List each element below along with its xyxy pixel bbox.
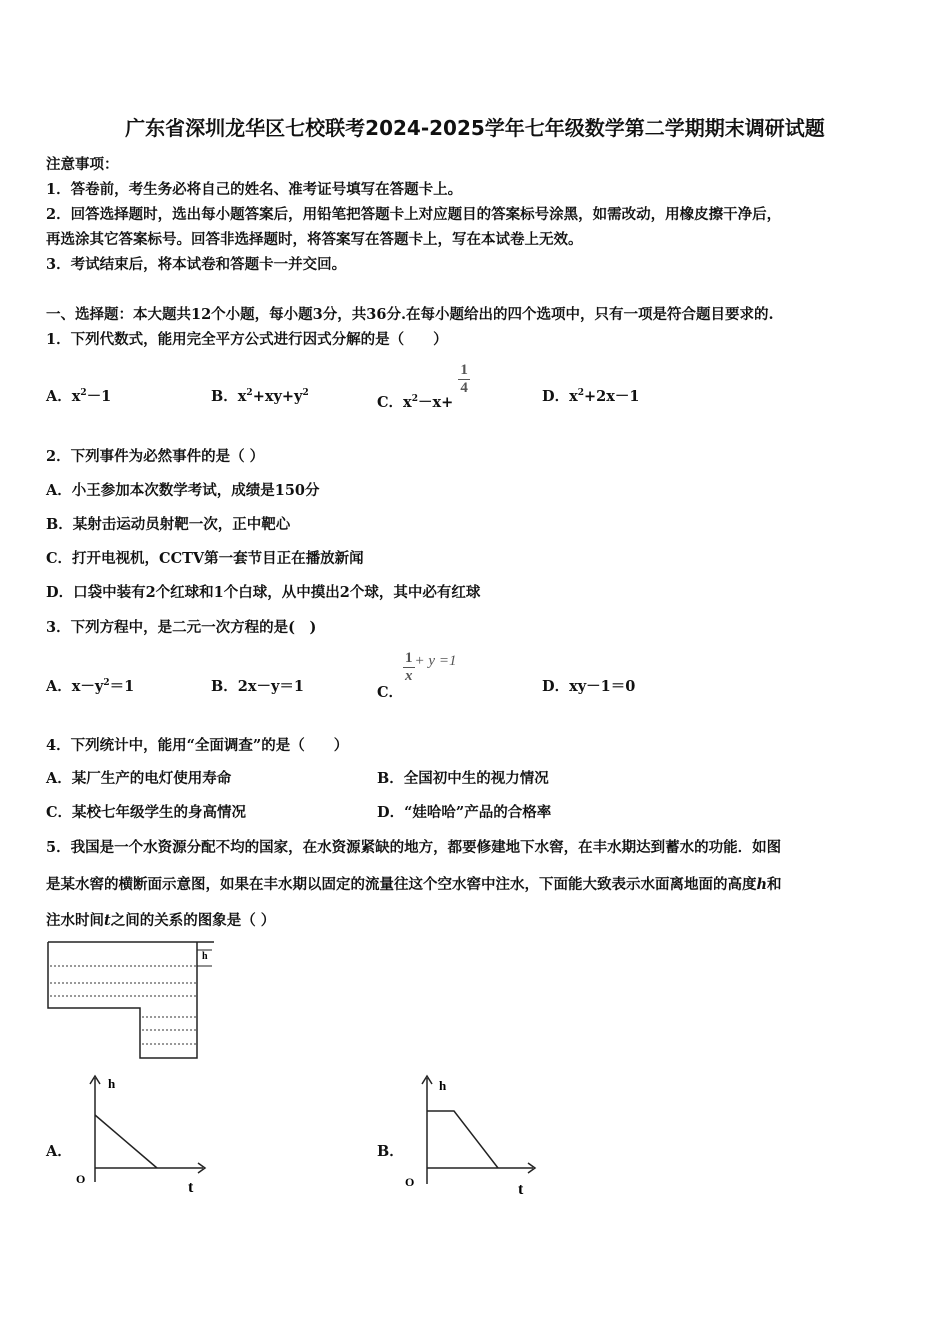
option-label: A．: [46, 388, 72, 405]
graph-line: [95, 1115, 157, 1168]
option-a: A．$x^2-1$: [46, 388, 112, 405]
axis-label-t: t: [188, 1179, 194, 1196]
notice-item: 3．考试结束后，将本试卷和答题卡一并交回。: [46, 256, 347, 273]
axis-label-h: h: [439, 1078, 447, 1093]
option-b: B．: [377, 1143, 404, 1160]
question-stem: 4．下列统计中，能用“全面调查”的是（ ）: [46, 737, 349, 754]
option-b: B．全国初中生的视力情况: [377, 770, 549, 787]
notice-item: 再选涂其它答案标号。回答非选择题时，将答案写在答题卡上，写在本试卷上无效。: [46, 231, 583, 248]
option-a: A．某厂生产的电灯使用寿命: [46, 770, 232, 787]
option-d: D．“娃哈哈”产品的合格率: [377, 804, 552, 821]
option-c: C．某校七年级学生的身高情况: [46, 804, 247, 821]
option-c: C．$x^2-x+$ $\frac{1}{4}$: [377, 362, 468, 411]
section-heading: 一、选择题：本大题共12个小题，每小题3分，共36分.在每小题给出的四个选项中，只有一项是符合题目要求的.: [46, 306, 774, 323]
option-d: D．$x^2+2x-1$: [542, 388, 640, 405]
option-label: D．: [542, 388, 570, 405]
height-label: h: [202, 951, 208, 962]
question-stem-line: 是某水窖的横断面示意图，如果在丰水期以固定的流量往这个空水窖中注水，下面能大致表示水面离地面的高度h和: [46, 876, 782, 893]
option-b: B．某射击运动员射靶一次，正中靶心: [46, 516, 291, 533]
option-c: C．打开电视机，CCTV第一套节目正在播放新闻: [46, 550, 364, 567]
option-d: D．口袋中装有2个红球和1个白球，从中摸出2个球，其中必有红球: [46, 584, 481, 601]
question-stem-line: 注水时间t之间的关系的图象是（ ）: [46, 912, 276, 929]
option-a: A．$x-y^2=1$: [46, 678, 135, 695]
fraction: $\frac{1}{4}$: [460, 362, 468, 396]
notice-item: 2．回答选择题时，选出每小题答案后，用铅笔把答题卡上对应题目的答案标号涂黑，如需改动，用橡皮擦干净后，: [46, 206, 782, 223]
notice-item: 1．答卷前，考生务必将自己的姓名、准考证号填写在答题卡上。: [46, 181, 463, 198]
option-a: A．: [46, 1143, 72, 1160]
option-label: C．: [377, 683, 404, 701]
option-label: B．: [211, 388, 238, 405]
graph-option-a: [70, 1072, 215, 1198]
page-title: 广东省深圳龙华区七校联考2024-2025学年七年级数学第二学期期末调研试题: [125, 116, 825, 140]
option-b: B．$x^2+xy+y^2$: [211, 388, 309, 405]
option-c: C． $\frac{1}{x}$ + y =1: [377, 650, 457, 701]
option-b: B．2x－y＝1: [211, 678, 305, 695]
graph-line: [427, 1111, 498, 1168]
origin-label: O: [76, 1172, 86, 1186]
question-stem: 5．我国是一个水资源分配不均的国家，在水资源紧缺的地方，都要修建地下水窖，在丰水期达到蓄水的功能．如图: [46, 839, 782, 856]
option-label: A．: [46, 678, 72, 695]
question-stem: 3．下列方程中，是二元一次方程的是( ): [46, 619, 317, 636]
question-stem: 1．下列代数式，能用完全平方公式进行因式分解的是（ ）: [46, 331, 448, 348]
question-stem: 2．下列事件为必然事件的是（ ）: [46, 448, 265, 465]
origin-label: O: [405, 1175, 415, 1189]
graph-option-b: [400, 1072, 545, 1198]
axis-label-t: t: [518, 1181, 524, 1198]
fraction: $\frac{1}{x}$: [405, 650, 413, 684]
option-label: C．: [377, 393, 404, 411]
water-cellar-figure: [44, 938, 219, 1063]
option-a: A．小王参加本次数学考试，成绩是150分: [46, 482, 320, 499]
notice-heading: 注意事项：: [46, 156, 119, 173]
axis-label-h: h: [108, 1076, 116, 1091]
option-d: D．xy－1＝0: [542, 678, 636, 695]
